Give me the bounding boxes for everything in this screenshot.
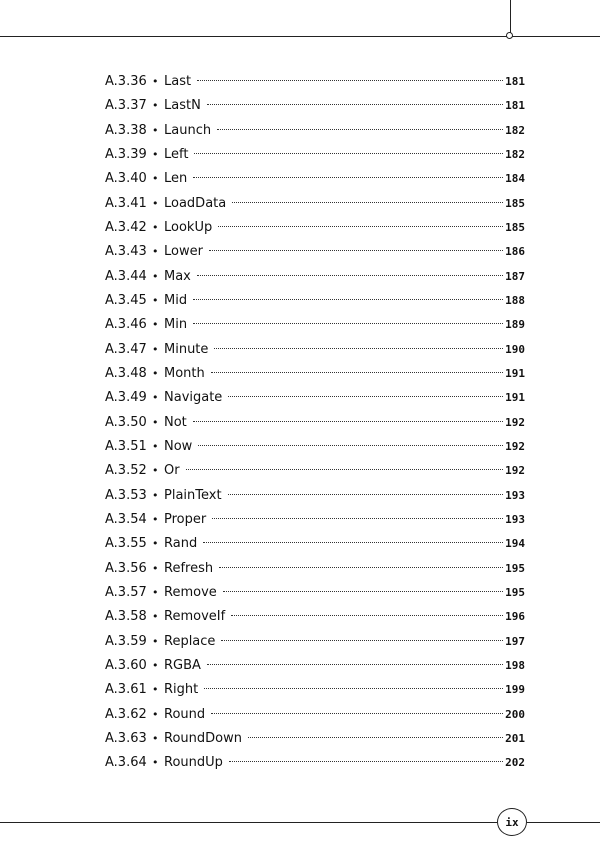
toc-entry-number: A.3.60 (105, 657, 147, 673)
dot-leader (193, 323, 503, 324)
toc-entry[interactable] (105, 536, 525, 560)
dot-leader (204, 688, 503, 689)
page-number: ix (497, 808, 527, 836)
toc-entry-title: Launch (164, 122, 212, 138)
dot-leader (193, 299, 503, 300)
dot-leader (217, 129, 503, 130)
toc-entry[interactable] (105, 317, 525, 341)
toc-entry-title: Proper (164, 511, 207, 527)
dot-leader (186, 469, 504, 470)
toc-entry-title: Left (164, 146, 189, 162)
bullet-icon: • (152, 269, 159, 283)
toc-entry-page: 195 (505, 561, 525, 575)
toc-entry-page: 185 (505, 220, 525, 234)
bullet-icon: • (152, 561, 159, 575)
bullet-icon: • (152, 196, 159, 210)
toc-entry-title: LoadData (164, 195, 227, 211)
toc-entry-page: 192 (505, 464, 525, 478)
dot-leader (228, 494, 504, 495)
toc-entry-title: RGBA (164, 657, 201, 673)
toc-entry-page: 190 (505, 342, 525, 356)
toc-entry-number: A.3.39 (105, 146, 147, 162)
toc-entry-number: A.3.64 (105, 755, 147, 771)
toc-entry[interactable] (105, 366, 525, 390)
toc-entry-number: A.3.45 (105, 292, 147, 308)
toc-entry[interactable] (105, 171, 525, 195)
toc-entry-number: A.3.36 (105, 74, 147, 89)
toc-entry-title: RoundUp (164, 755, 223, 771)
toc-entry-number: A.3.56 (105, 560, 147, 576)
toc-entry[interactable] (105, 415, 525, 439)
toc-entry-number: A.3.55 (105, 536, 147, 552)
toc-entry-number: A.3.54 (105, 511, 147, 527)
toc-entry-page: 192 (505, 439, 525, 453)
dot-leader (231, 615, 503, 616)
toc-entry-title: Remove (164, 584, 217, 600)
bullet-icon: • (152, 245, 159, 259)
toc-entry-number: A.3.46 (105, 317, 147, 333)
bullet-icon: • (152, 99, 159, 113)
toc-entry-number: A.3.47 (105, 341, 147, 357)
toc-entry[interactable] (105, 74, 525, 98)
toc-entry-page: 192 (505, 415, 525, 429)
toc-entry-title: Refresh (164, 560, 214, 576)
bullet-icon: • (152, 415, 159, 429)
dot-leader (197, 275, 503, 276)
toc-entry[interactable] (105, 293, 525, 317)
toc-entry[interactable] (105, 390, 525, 414)
bullet-icon: • (152, 512, 159, 526)
toc-entry[interactable] (105, 244, 525, 268)
toc-entry-title: Rand (164, 536, 198, 552)
bullet-icon: • (152, 537, 159, 551)
toc-entry-number: A.3.42 (105, 219, 147, 235)
toc-entry-number: A.3.57 (105, 584, 147, 600)
toc-entry-title: Now (164, 438, 193, 454)
toc-entry-page: 198 (505, 658, 525, 672)
bullet-icon: • (152, 658, 159, 672)
dot-leader (229, 761, 503, 762)
toc-entry-title: PlainText (164, 487, 222, 503)
toc-entry-number: A.3.40 (105, 171, 147, 187)
toc-entry[interactable] (105, 196, 525, 220)
toc-entry-page: 186 (505, 245, 525, 259)
toc-entry-page: 196 (505, 610, 525, 624)
toc-entry-number: A.3.51 (105, 438, 147, 454)
header-circle-icon (506, 32, 513, 39)
toc-entry-number: A.3.41 (105, 195, 147, 211)
toc-entry[interactable] (105, 634, 525, 658)
toc-entry-number: A.3.63 (105, 730, 147, 746)
toc-entry-title: Navigate (164, 390, 223, 406)
bullet-icon: • (152, 220, 159, 234)
bullet-icon: • (152, 585, 159, 599)
toc-entry[interactable] (105, 342, 525, 366)
bullet-icon: • (152, 488, 159, 502)
toc-entry-number: A.3.50 (105, 414, 147, 430)
dot-leader (207, 104, 503, 105)
toc-entry-number: A.3.38 (105, 122, 147, 138)
bullet-icon: • (152, 342, 159, 356)
toc-entry-page: 187 (505, 269, 525, 283)
toc-entry-title: Round (164, 706, 206, 722)
toc-entry-page: 185 (505, 196, 525, 210)
bullet-icon: • (152, 634, 159, 648)
dot-leader (228, 396, 503, 397)
toc-entry[interactable] (105, 755, 525, 779)
toc-entry-title: Right (164, 682, 199, 698)
toc-entry-page: 194 (505, 537, 525, 551)
toc-entry[interactable] (105, 123, 525, 147)
toc-entry-page: 184 (505, 172, 525, 186)
dot-leader (211, 713, 503, 714)
toc-entry[interactable] (105, 731, 525, 755)
toc-entry[interactable] (105, 512, 525, 536)
footer-rule-right (527, 822, 600, 823)
toc-entry-title: Not (164, 414, 187, 430)
dot-leader (209, 250, 503, 251)
toc-entry-page: 181 (505, 99, 525, 113)
toc-entry-number: A.3.58 (105, 609, 147, 625)
footer-rule-left (0, 822, 497, 823)
table-of-contents (105, 74, 525, 780)
bullet-icon: • (152, 464, 159, 478)
toc-entry-page: 182 (505, 123, 525, 137)
toc-entry-page: 191 (505, 391, 525, 405)
toc-entry-page: 189 (505, 318, 525, 332)
toc-entry-number: A.3.37 (105, 98, 147, 114)
toc-entry-page: 202 (505, 756, 525, 770)
bullet-icon: • (152, 707, 159, 721)
toc-entry-number: A.3.52 (105, 463, 147, 479)
dot-leader (219, 567, 503, 568)
toc-entry-page: 191 (505, 366, 525, 380)
toc-entry[interactable] (105, 561, 525, 585)
toc-entry[interactable] (105, 220, 525, 244)
toc-entry-title: LastN (164, 98, 201, 114)
bullet-icon: • (152, 318, 159, 332)
dot-leader (248, 737, 503, 738)
toc-entry-title: Mid (164, 292, 188, 308)
toc-entry-page: 181 (505, 75, 525, 88)
bullet-icon: • (152, 439, 159, 453)
toc-entry-page: 195 (505, 585, 525, 599)
dot-leader (232, 202, 503, 203)
toc-entry-page: 193 (505, 488, 525, 502)
toc-entry[interactable] (105, 658, 525, 682)
toc-entry[interactable] (105, 269, 525, 293)
toc-entry-page: 199 (505, 683, 525, 697)
toc-entry[interactable] (105, 488, 525, 512)
bullet-icon: • (152, 123, 159, 137)
toc-entry-title: LookUp (164, 219, 213, 235)
toc-entry[interactable] (105, 98, 525, 122)
toc-entry-number: A.3.61 (105, 682, 147, 698)
toc-entry[interactable] (105, 439, 525, 463)
toc-entry-title: RoundDown (164, 730, 242, 746)
bullet-icon: • (152, 366, 159, 380)
toc-entry-title: Max (164, 268, 191, 284)
toc-entry-title: Lower (164, 244, 203, 260)
bullet-icon: • (152, 147, 159, 161)
dot-leader (223, 591, 503, 592)
header-vertical-rule (510, 0, 511, 33)
toc-entry-page: 200 (505, 707, 525, 721)
toc-entry-page: 188 (505, 293, 525, 307)
dot-leader (193, 421, 503, 422)
toc-entry-title: Month (164, 365, 205, 381)
bullet-icon: • (152, 731, 159, 745)
toc-entry-number: A.3.59 (105, 633, 147, 649)
toc-entry[interactable] (105, 682, 525, 706)
toc-entry[interactable] (105, 707, 525, 731)
dot-leader (203, 542, 503, 543)
toc-entry-title: Len (164, 171, 188, 187)
toc-entry-number: A.3.43 (105, 244, 147, 260)
dot-leader (198, 445, 503, 446)
toc-entry[interactable] (105, 463, 525, 487)
bullet-icon: • (152, 610, 159, 624)
toc-entry-title: Min (164, 317, 188, 333)
bullet-icon: • (152, 756, 159, 770)
dot-leader (197, 80, 503, 81)
dot-leader (211, 372, 503, 373)
dot-leader (214, 348, 503, 349)
toc-entry-page: 182 (505, 147, 525, 161)
bullet-icon: • (152, 75, 159, 88)
toc-entry-title: RemoveIf (164, 609, 226, 625)
dot-leader (212, 518, 503, 519)
dot-leader (218, 226, 503, 227)
dot-leader (194, 153, 503, 154)
toc-entry-number: A.3.44 (105, 268, 147, 284)
bullet-icon: • (152, 683, 159, 697)
toc-entry-number: A.3.48 (105, 365, 147, 381)
toc-entry[interactable] (105, 609, 525, 633)
bullet-icon: • (152, 293, 159, 307)
toc-entry-page: 197 (505, 634, 525, 648)
toc-entry-number: A.3.62 (105, 706, 147, 722)
bullet-icon: • (152, 172, 159, 186)
bullet-icon: • (152, 391, 159, 405)
toc-entry-number: A.3.49 (105, 390, 147, 406)
dot-leader (221, 640, 503, 641)
dot-leader (207, 664, 503, 665)
toc-entry-title: Last (164, 74, 192, 89)
toc-entry-title: Minute (164, 341, 209, 357)
toc-entry-title: Or (164, 463, 180, 479)
toc-entry-page: 193 (505, 512, 525, 526)
toc-entry[interactable] (105, 585, 525, 609)
dot-leader (193, 177, 503, 178)
toc-entry-number: A.3.53 (105, 487, 147, 503)
toc-entry-page: 201 (505, 731, 525, 745)
toc-entry-title: Replace (164, 633, 216, 649)
toc-entry[interactable] (105, 147, 525, 171)
